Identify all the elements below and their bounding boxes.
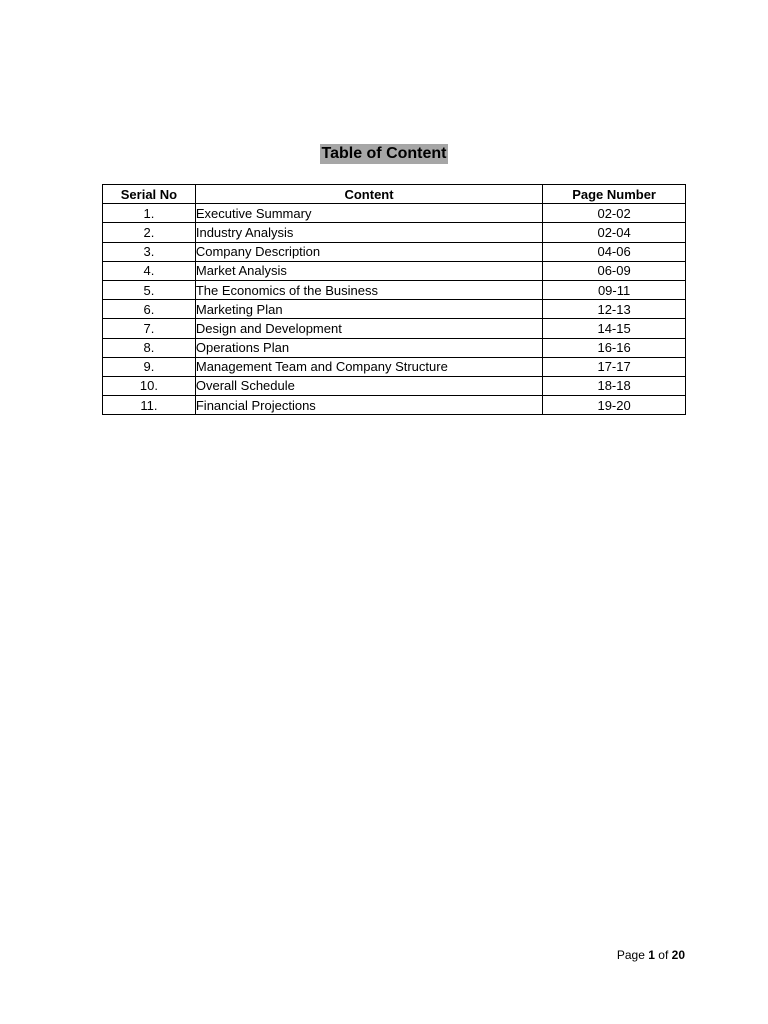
table-row [103,204,686,223]
table-row [103,338,686,357]
cell-page-number: 14-15 [543,319,686,338]
cell-content: Marketing Plan [195,300,542,319]
cell-page-number: 16-16 [543,338,686,357]
cell-serial: 10. [103,376,196,395]
cell-page-number: 04-06 [543,242,686,261]
title-container [0,144,768,164]
footer-current-page: 1 [648,948,655,962]
table-row [103,319,686,338]
cell-serial: 7. [103,319,196,338]
cell-serial: 6. [103,300,196,319]
table-header-row [103,185,686,204]
page-title: Table of Content [321,145,447,162]
table-row [103,376,686,395]
cell-serial: 3. [103,242,196,261]
footer-page-label: Page [616,948,645,962]
cell-serial: 11. [103,396,196,415]
table-row [103,280,686,299]
header-content: Content [195,185,542,204]
cell-serial: 2. [103,223,196,242]
cell-page-number: 09-11 [543,280,686,299]
cell-serial: 4. [103,261,196,280]
cell-content: Operations Plan [195,338,542,357]
cell-page-number: 19-20 [543,396,686,415]
cell-page-number: 06-09 [543,261,686,280]
table-row [103,300,686,319]
table-of-contents [102,184,686,415]
cell-content: Industry Analysis [195,223,542,242]
footer-of-label: of [658,948,669,962]
cell-serial: 9. [103,357,196,376]
page-footer [617,947,685,963]
cell-page-number: 12-13 [543,300,686,319]
cell-content: Financial Projections [195,396,542,415]
footer-total-pages: 20 [671,948,685,962]
cell-page-number: 02-04 [543,223,686,242]
cell-serial: 1. [103,204,196,223]
cell-serial: 5. [103,280,196,299]
cell-content: Executive Summary [195,204,542,223]
cell-page-number: 17-17 [543,357,686,376]
table-row [103,357,686,376]
cell-content: Management Team and Company Structure [195,357,542,376]
cell-page-number: 18-18 [543,376,686,395]
cell-content: Company Description [195,242,542,261]
cell-page-number: 02-02 [543,204,686,223]
header-serial: Serial No [103,185,196,204]
cell-content: Market Analysis [195,261,542,280]
cell-content: Design and Development [195,319,542,338]
table-row [103,242,686,261]
cell-content: Overall Schedule [195,376,542,395]
table-row [103,261,686,280]
header-page-number: Page Number [543,185,686,204]
table-row [103,223,686,242]
cell-content: The Economics of the Business [195,280,542,299]
cell-serial: 8. [103,338,196,357]
table-row [103,396,686,415]
